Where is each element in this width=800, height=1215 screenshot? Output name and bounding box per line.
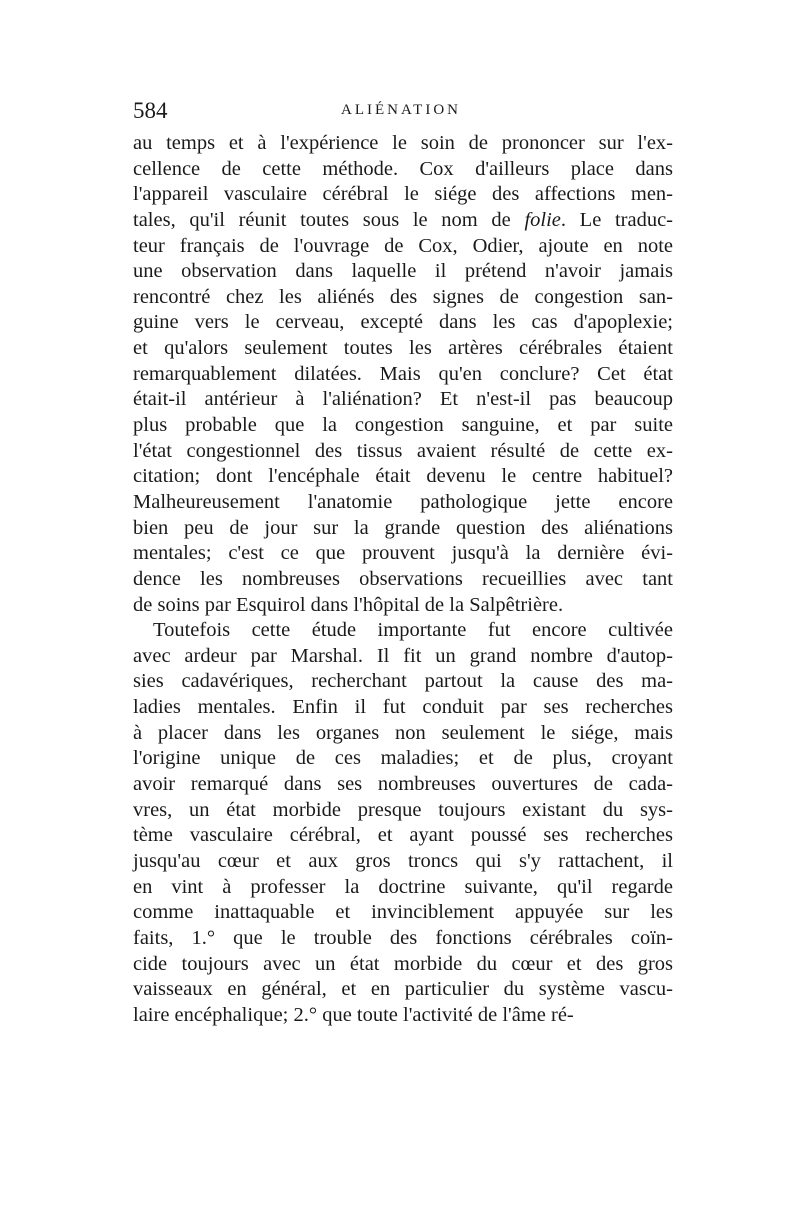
text-line: bien peu de jour sur la grande question des aliénations [133,516,673,539]
text-fragment: . Le traduc- [560,208,673,231]
text-line: au temps et à l'expérience le soin de prononcer sur l'ex- [133,132,673,154]
text-line [133,208,673,234]
text-line: l'état congestionnel des tissus avaient résulté de cette ex- [133,439,673,462]
text-line: cellence de cette méthode. Cox d'ailleurs place dans [133,157,673,180]
text-line: l'origine unique de ces maladies; et de plus, croyant [133,747,673,770]
text-line: plus probable que la congestion sanguine, et par suite [133,414,673,437]
text-line: guine vers le cerveau, excepté dans les cas d'apoplexie; [133,311,673,334]
text-line: cide toujours avec un état morbide du cœur et des gros [133,952,673,975]
text-line: ladies mentales. Enfin il fut conduit par ses recherches [133,696,673,719]
text-line: l'appareil vasculaire cérébral le siége des affections men- [133,183,673,206]
body-text [133,131,673,1028]
text-line: à placer dans les organes non seulement le siége, mais [133,721,673,744]
text-line: jusqu'au cœur et aux gros troncs qui s'y rattachent, il [133,849,673,872]
text-line: teur français de l'ouvrage de Cox, Odier, ajoute en note [133,234,673,257]
text-line: était-il antérieur à l'aliénation? Et n'est-il pas beaucoup [133,388,673,411]
text-line: Malheureusement l'anatomie pathologique jette encore [133,490,673,513]
text-line: faits, 1.° que le trouble des fonctions cérébrales coïn- [133,926,673,949]
text-line: tème vasculaire cérébral, et ayant poussé ses recherches [133,824,673,847]
text-line: de soins par Esquirol dans l'hôpital de la Salpêtrière. [133,593,564,616]
text-line: remarquablement dilatées. Mais qu'en conclure? Cet état [133,362,673,385]
running-head: ALIÉNATION [341,102,461,118]
text-line: dence les nombreuses observations recueillies avec tant [133,567,673,590]
text-line: vaisseaux en général, et en particulier du système vascu- [133,978,673,1001]
text-line: avec ardeur par Marshal. Il fit un grand nombre d'autop- [133,644,673,667]
page-header [133,98,683,124]
text-fragment: tales, qu'il réunit toutes sous le nom de [133,208,525,231]
page-number: 584 [133,98,168,123]
text-line: une observation dans laquelle il prétend n'avoir jamais [133,260,673,283]
text-line: avoir remarqué dans ses nombreuses ouvertures de cada- [133,773,673,796]
text-line: vres, un état morbide presque toujours existant du sys- [133,798,673,821]
text-line: en vint à professer la doctrine suivante, qu'il regarde [133,875,673,898]
text-line: sies cadavériques, recherchant partout la cause des ma- [133,670,673,693]
text-line: Toutefois cette étude importante fut encore cultivée [153,619,673,642]
text-line: rencontré chez les aliénés des signes de congestion san- [133,285,673,308]
text-line: et qu'alors seulement toutes les artères cérébrales étaient [133,337,673,360]
text-line: mentales; c'est ce que prouvent jusqu'à la dernière évi- [133,542,673,565]
text-line: comme inattaquable et invinciblement appuyée sur les [133,901,673,924]
text-line: citation; dont l'encéphale était devenu le centre habituel? [133,465,673,488]
italic-term: folie [524,208,561,231]
text-line: laire encéphalique; 2.° que toute l'activité de l'âme ré- [133,1003,574,1026]
